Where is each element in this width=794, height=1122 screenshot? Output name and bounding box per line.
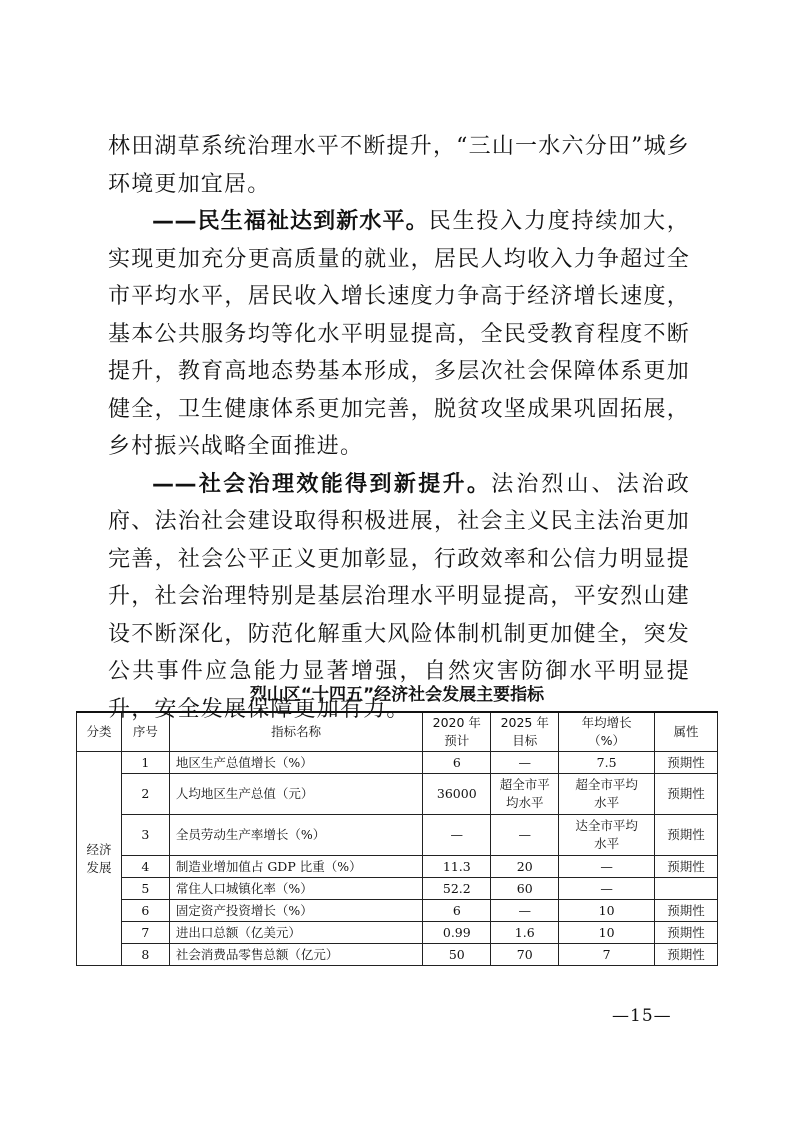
table-cell: 6 [121, 900, 169, 922]
table-cell: 3 [121, 815, 169, 856]
governance-heading: ——社会治理效能得到新提升。 [152, 471, 492, 497]
table-cell: 52.2 [423, 878, 491, 900]
table-row [77, 752, 718, 774]
table-cell: 进出口总额（亿美元） [169, 922, 422, 944]
table-cell: 人均地区生产总值（元） [169, 774, 422, 815]
table-cell: 5 [121, 878, 169, 900]
table-row [77, 815, 718, 856]
table-cell: 60 [491, 878, 559, 900]
table-cell [655, 878, 718, 900]
table-cell: 6 [423, 752, 491, 774]
table-cell: 全员劳动生产率增长（%） [169, 815, 422, 856]
paragraph-environment: 林田湖草系统治理水平不断提升，“三山一水六分田”城乡环境更加宜居。 [108, 134, 690, 197]
header-number: 序号 [121, 712, 169, 752]
table-cell: 超全市平均水平 [559, 774, 655, 815]
table-cell: 达全市平均水平 [559, 815, 655, 856]
table-cell: — [491, 815, 559, 856]
table-cell: 预期性 [655, 922, 718, 944]
table-row [77, 878, 718, 900]
table-cell: 预期性 [655, 815, 718, 856]
table-cell: 7 [559, 944, 655, 966]
table-cell: 4 [121, 856, 169, 878]
header-2020: 2020 年 预计 [423, 712, 491, 752]
table-cell: — [423, 815, 491, 856]
table-cell: 社会消费品零售总额（亿元） [169, 944, 422, 966]
table-cell: 7 [121, 922, 169, 944]
table-cell: 制造业增加值占 GDP 比重（%） [169, 856, 422, 878]
table-cell: 20 [491, 856, 559, 878]
table-cell: 36000 [423, 774, 491, 815]
table-cell: 2 [121, 774, 169, 815]
table-cell: — [491, 900, 559, 922]
paragraph-livelihood [108, 203, 690, 466]
table-cell: — [559, 878, 655, 900]
table-row [77, 856, 718, 878]
table-cell: 70 [491, 944, 559, 966]
table-cell: 超全市平均水平 [491, 774, 559, 815]
table-cell: 1 [121, 752, 169, 774]
table-cell: 11.3 [423, 856, 491, 878]
table-cell: 预期性 [655, 856, 718, 878]
livelihood-text: 民生投入力度持续加大，实现更加充分更高质量的就业，居民人均收入力争超过全市平均水平，居民收入增长速度力争高于经济增长速度，基本公共服务均等化水平明显提高，全民受教育程度不断提升，教育高地态势基本形成，多层次社会保障体系更加健全，卫生健康体系更加完善，脱贫攻坚成果巩固拓展，乡村振兴战略全面推进。 [108, 209, 690, 459]
table-cell: 预期性 [655, 774, 718, 815]
table-row [77, 944, 718, 966]
table-row [77, 900, 718, 922]
table-cell: 8 [121, 944, 169, 966]
header-category: 分类 [77, 712, 122, 752]
table-cell: 地区生产总值增长（%） [169, 752, 422, 774]
table-cell: 1.6 [491, 922, 559, 944]
table-title: 烈山区“十四五”经济社会发展主要指标 [249, 685, 545, 705]
body-text [108, 128, 690, 728]
table-cell: 50 [423, 944, 491, 966]
table-cell: 预期性 [655, 752, 718, 774]
table-cell: — [491, 752, 559, 774]
table-row [77, 774, 718, 815]
table-cell: 10 [559, 900, 655, 922]
header-attribute: 属性 [655, 712, 718, 752]
header-growth: 年均增长 （%） [559, 712, 655, 752]
header-2025: 2025 年 目标 [491, 712, 559, 752]
governance-text: 法治烈山、法治政府、法治社会建设取得积极进展，社会主义民主法治更加完善，社会公平正义更加彰显，行政效率和公信力明显提升，社会治理特别是基层治理水平明显提高，平安烈山建设不断深化，防范化解重大风险体制机制更加健全，突发公共事件应急能力显著增强，自然灾害防御水平明显提升，安全发展保障更加有力。 [108, 471, 690, 722]
table-cell: 0.99 [423, 922, 491, 944]
category-cell: 经济 发展 [77, 752, 122, 966]
table-cell: 10 [559, 922, 655, 944]
table-header-row [77, 712, 718, 752]
table-cell: 固定资产投资增长（%） [169, 900, 422, 922]
table-cell: 预期性 [655, 900, 718, 922]
table-cell: 预期性 [655, 944, 718, 966]
indicators-table [76, 711, 718, 966]
table-cell: 6 [423, 900, 491, 922]
page-number: —15— [612, 1006, 672, 1026]
table-cell: — [559, 856, 655, 878]
table-cell: 7.5 [559, 752, 655, 774]
table-row [77, 922, 718, 944]
header-name: 指标名称 [169, 712, 422, 752]
livelihood-heading: ——民生福祉达到新水平。 [152, 209, 429, 234]
table-cell: 常住人口城镇化率（%） [169, 878, 422, 900]
